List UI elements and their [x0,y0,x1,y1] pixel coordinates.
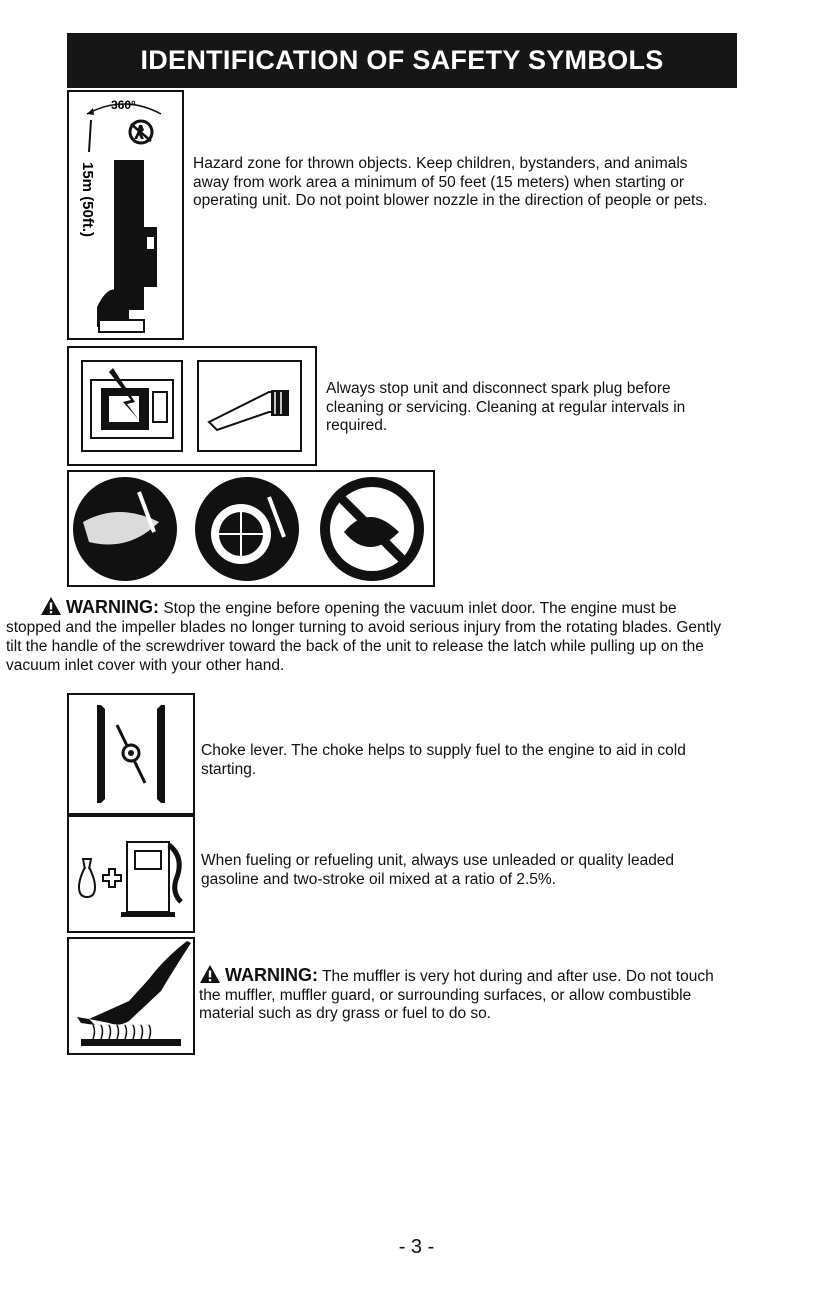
choke-symbol [67,693,195,815]
page-title: IDENTIFICATION OF SAFETY SYMBOLS [67,33,737,88]
vacuum-warning-heading [40,597,163,617]
switch-off-symbol [81,360,183,452]
hazard-zone-symbol [67,90,184,340]
muffler-warning [199,964,734,1024]
warning-icon [40,596,62,616]
warning-label: WARNING: [66,597,159,617]
distance-label: 15m (50ft.) [79,162,96,238]
page-number: - 3 - [398,1236,435,1258]
vacuum-inlet-images [67,470,435,587]
stop-cleaning-text: Always stop unit and disconnect spark plug before cleaning or servicing. Cleaning at regular intervals in required. [326,380,686,434]
muffler-warning-text: The muffler is very hot during and after use. Do not touch the muffler, muffler guard, or surrounding surfaces, or allow combustible material such as dry grass or fuel to do so. [199,968,714,1022]
hot-muffler-symbol [67,937,195,1055]
warning-label: WARNING: [225,965,318,985]
fuel-text: When fueling or refueling unit, always use unleaded or quality leaded gasoline and two-stroke oil mixed at a ratio of 2.5%. [201,852,675,888]
stop-cleaning-symbol-group [67,346,317,466]
spark-plug-wrench-symbol [197,360,302,452]
vacuum-warning [6,596,726,675]
vacuum-warning-text: Stop the engine before opening the vacuum inlet door. The engine must be stopped and the impeller blades no longer turning to avoid serious injury from the rotating blades. Gently tilt the handle of the screwdriver toward the back of the unit to release the latch while pulling up on the vacuum inlet cover with your other hand. [6,600,722,674]
fuel-symbol [67,815,195,933]
choke-text: Choke lever. The choke helps to supply fuel to the engine to aid in cold starting. [201,742,686,778]
angle-label: 360° [111,98,136,112]
hazard-zone-text: Hazard zone for thrown objects. Keep children, bystanders, and animals away from work area a minimum of 50 feet (15 meters) when starting or operating unit. Do not point blower nozzle in the direction of people or pets. [193,155,708,209]
warning-icon [199,964,221,984]
